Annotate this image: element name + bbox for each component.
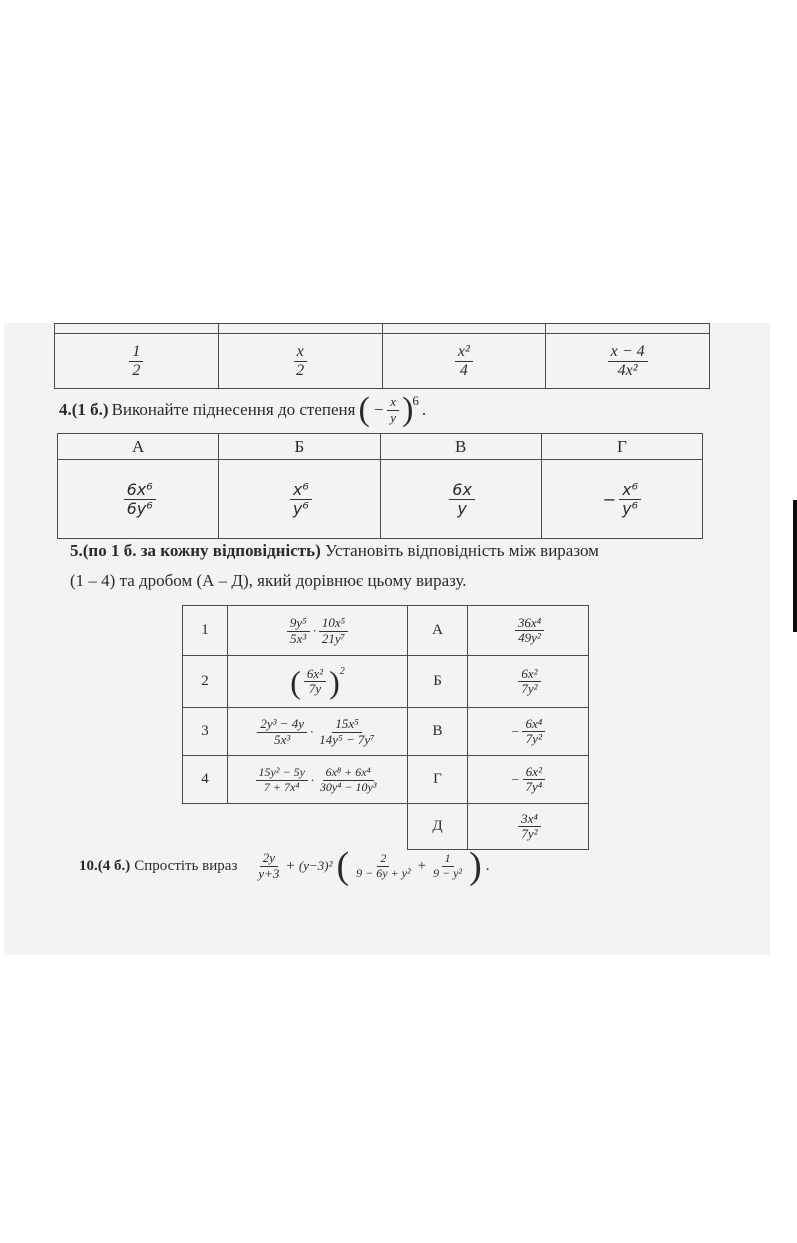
task5-row-number: 1 (183, 606, 228, 656)
task5-answer-c: − $\frac{\text{6x⁴}}{\text{7y²}}$ (468, 708, 589, 756)
task3-answer-b: $\frac{x}{2}$ (218, 334, 382, 389)
task5-row-number: 2 (183, 656, 228, 708)
task5-answer-e: $\frac{\text{3x⁴}}{\text{7y²}}$ (468, 804, 589, 850)
worksheet-photo (4, 323, 770, 955)
task4-answer-table (57, 433, 703, 539)
task3-answer-d: $\frac{x - 4}{\text{4x²}}$ (546, 334, 710, 389)
task3-header-row-cropped (55, 324, 710, 334)
task3-answer-c: $\frac{\text{x²}}{4}$ (382, 334, 546, 389)
task4-fraction: $\frac{x}{y}$ (387, 395, 399, 425)
task3-answer-table (54, 323, 710, 389)
task4-answer-c: $\frac{6x}{y}$ (380, 460, 541, 539)
task4-text: Виконайте піднесення до степеня (111, 400, 356, 419)
photo-edge-shadow (793, 500, 797, 632)
task5-match-table (182, 605, 589, 850)
right-paren: ) (402, 391, 414, 428)
task5-letter-d: Г (408, 756, 468, 804)
task4-header-d: Г (541, 434, 702, 460)
task5-letter-b: Б (408, 656, 468, 708)
task4-header-row (58, 434, 703, 460)
task5-row-4 (183, 756, 589, 804)
task10-statement: 10.(4 б.) Спростіть вираз $\frac{2y}{y+3}$ + (y−3)² ( $\frac{2}{\text{9 − 6y + y²}}$ + $\frac{1}{\text{9 − y²}}$ ) . (79, 845, 490, 887)
task5-expression-4: $\frac{\text{15y² − 5y}}{\text{7 + 7x⁴}}$ · $\frac{\text{6x⁸ + 6x⁴}}{\text{30y⁴ − 10y³}}$ (228, 756, 408, 804)
task4-header-c: В (380, 434, 541, 460)
task5-expression-1: $\frac{\text{9y⁵}}{\text{5x³}}$ · $\frac{\text{10x⁵}}{\text{21y⁷}}$ (228, 606, 408, 656)
task5-expression-2: ( $\frac{\text{6x²}}{7y}$ ) $^2$ (228, 656, 408, 708)
task10-number: 10.(4 б.) (79, 857, 131, 874)
task5-letter-a: А (408, 606, 468, 656)
task5-letter-e: Д (408, 804, 468, 850)
task5-row-5 (183, 804, 589, 850)
task3-answer-row (55, 334, 710, 389)
task5-answer-d: − $\frac{\text{6x²}}{\text{7y⁴}}$ (468, 756, 589, 804)
task4-header-a: А (58, 434, 219, 460)
task4-answer-b: $\frac{\text{x⁶}}{\text{y⁶}}$ (219, 460, 380, 539)
task4-power: 6 (412, 393, 419, 408)
task4-statement: 4.(1 б.) Виконайте піднесення до степеня ( − $\frac{x}{y}$ ) $^6$ . (59, 391, 427, 428)
task5-answer-a: $\frac{\text{36x⁴}}{\text{49y²}}$ (468, 606, 589, 656)
task4-answer-d: − $\frac{\text{x⁶}}{\text{y⁶}}$ (541, 460, 702, 539)
task5-number: 5.(по 1 б. за кожну відповідність) (70, 541, 321, 560)
task4-number: 4.(1 б.) (59, 400, 109, 419)
task10-text: Спростіть вираз (134, 857, 238, 874)
task5-letter-c: В (408, 708, 468, 756)
task4-header-b: Б (219, 434, 380, 460)
task5-statement-line2: (1 – 4) та дробом (А – Д), який дорівнює цьому виразу. (70, 571, 467, 590)
task5-expression-3: $\frac{\text{2y³ − 4y}}{\text{5x³}}$ · $\frac{\text{15x⁵}}{\text{14y⁵ − 7y⁷}}$ (228, 708, 408, 756)
task5-row-number: 4 (183, 756, 228, 804)
task4-answer-row (58, 460, 703, 539)
task4-answer-a: $\frac{\text{6x⁶}}{\text{6y⁶}}$ (58, 460, 219, 539)
task3-answer-a: $\frac{1}{2}$ (55, 334, 219, 389)
task5-row-number: 3 (183, 708, 228, 756)
task5-row-3 (183, 708, 589, 756)
task5-statement-line1: 5.(по 1 б. за кожну відповідність) Установіть відповідність між виразом (70, 541, 599, 560)
task5-row-2 (183, 656, 589, 708)
task5-row-1 (183, 606, 589, 656)
left-paren: ( (358, 391, 370, 428)
task5-answer-b: $\frac{\text{6x²}}{\text{7y²}}$ (468, 656, 589, 708)
